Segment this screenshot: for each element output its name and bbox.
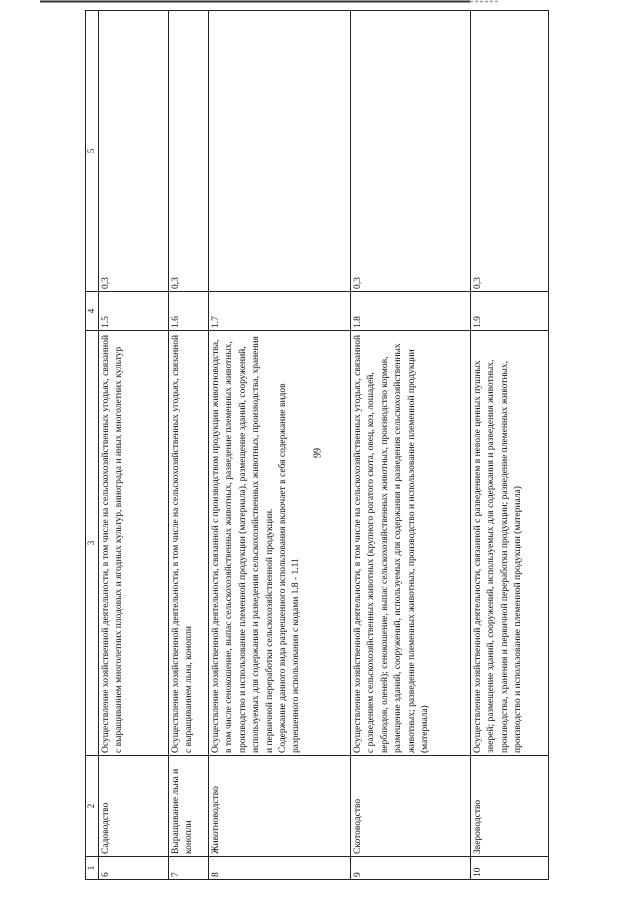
header-cell: 5 — [86, 11, 99, 292]
use-code: 1.7 — [209, 292, 351, 331]
use-code: 1.8 — [351, 292, 471, 331]
use-name: Звероводство — [471, 756, 549, 857]
land-use-table — [85, 10, 549, 880]
use-name: Скотоводство — [351, 756, 471, 857]
row-number: 6 — [99, 857, 169, 880]
header-cell: 3 — [86, 331, 99, 756]
table-row — [209, 11, 351, 880]
use-description: Осуществление хозяйственной деятельности, связанной с производством продукции животноводства, в том числе сенокошение, выпас сельскохозяйственных животных, разведение племенных животных, производство и использование племенной продукции (материала), размещение зданий, сооружений, используемых для содержания и разведения сельскохозяйственных животных, производства, хранения и первичной переработки сельскохозяйственной продукции. Содержание данного вида разрешенного использования включает в себя содержание видов разрешенного использования с кодами 1.8 - 1.11 — [209, 331, 351, 756]
row-number: 10 — [471, 857, 549, 880]
use-code: 1.9 — [471, 292, 549, 331]
use-description: Осуществление хозяйственной деятельности, в том числе на сельскохозяйственных угодьях, связанной с выращиванием многолетних плодовых и ягодных культур, винограда и иных многолетних культур — [99, 331, 169, 756]
rotated-table-container — [85, 10, 535, 880]
use-description: Осуществление хозяйственной деятельности, в том числе на сельскохозяйственных угодьях, связанной с выращиванием льна, конопли — [169, 331, 209, 756]
use-code: 1.6 — [169, 292, 209, 331]
use-description: Осуществление хозяйственной деятельности, в том числе на сельскохозяйственных угодьях, связанной с разведением сельскохозяйственных животных (крупного рогатого скота, овец, коз, лошадей, верблюдов, оленей); сенокошение, выпас сельскохозяйственных животных, производство кормов, размещение зданий, сооружений, используемых для содержания и разведения сельскохозяйственных животных; разведение племенных животных, производство и использование племенной продукции (материала) — [351, 331, 471, 756]
table-header-row — [86, 11, 99, 880]
use-name: Животноводство — [209, 756, 351, 857]
table-row — [99, 11, 169, 880]
page-number: 99 — [312, 448, 324, 458]
use-value: 0,3 — [351, 11, 471, 292]
header-cell: 2 — [86, 756, 99, 857]
row-number: 9 — [351, 857, 471, 880]
use-name: Выращивание льна и конопли — [169, 756, 209, 857]
row-number: 7 — [169, 857, 209, 880]
use-description: Осуществление хозяйственной деятельности, связанной с разведением в неволе ценных пушных зверей; размещение зданий, сооружений, используемых для содержания и разведения животных, производства, хранения и первичной переработки продукции; разведение племенных животных, производство и использование племенной продукции (материала) — [471, 331, 549, 756]
use-name: Садоводство — [99, 756, 169, 857]
use-value: 0,3 — [169, 11, 209, 292]
use-code: 1.5 — [99, 292, 169, 331]
use-value: 0,3 — [471, 11, 549, 292]
header-cell: 1 — [86, 857, 99, 880]
use-value — [209, 11, 351, 292]
row-number: 8 — [209, 857, 351, 880]
header-cell: 4 — [86, 292, 99, 331]
table-row — [471, 11, 549, 880]
use-value: 0,3 — [99, 11, 169, 292]
table-row — [351, 11, 471, 880]
table-row — [169, 11, 209, 880]
